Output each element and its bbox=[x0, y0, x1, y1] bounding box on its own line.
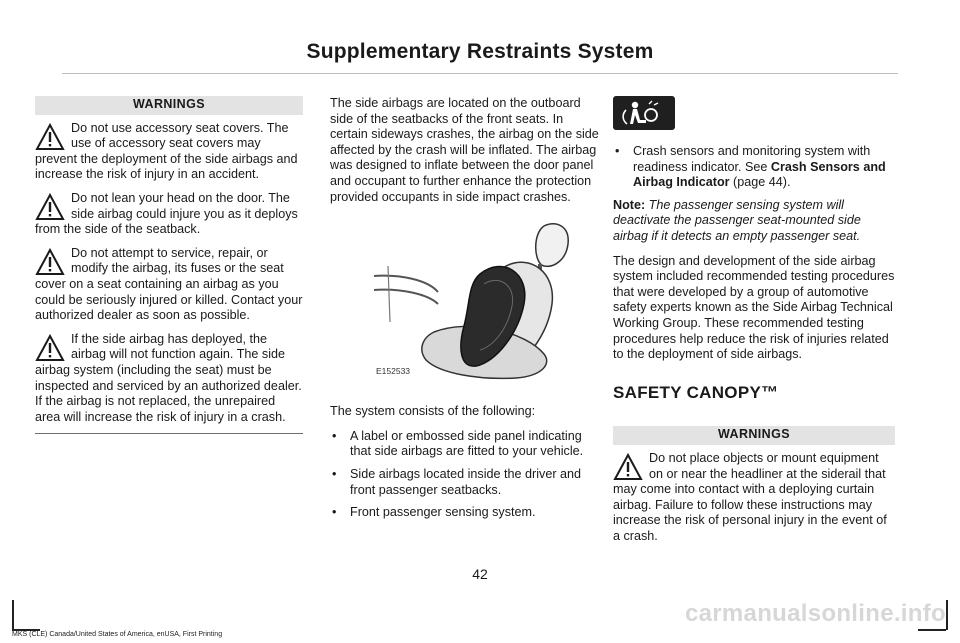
watermark: carmanualsonline.info bbox=[684, 600, 946, 627]
list-item-text: A label or embossed side panel indicating that side airbags are fitted to your vehicle. bbox=[350, 428, 584, 459]
crash-sensors-reference-link[interactable]: Crash Sensors and Airbag Indicator bbox=[633, 159, 886, 190]
page-title: Supplementary Restraints System bbox=[306, 40, 654, 63]
warnings-column bbox=[35, 96, 303, 434]
bullet-mark: • bbox=[332, 428, 337, 443]
list-item bbox=[330, 467, 602, 498]
bullet-mark: • bbox=[332, 466, 337, 481]
sensors-column bbox=[613, 96, 895, 552]
crash-sensors-page-ref: (page 44). bbox=[729, 175, 791, 190]
warning-item bbox=[35, 191, 303, 238]
list-item-text: Side airbags located inside the driver and front passenger seatbacks. bbox=[350, 466, 582, 497]
list-item bbox=[330, 429, 602, 460]
crash-sensors-text: Crash sensors and monitoring system with readiness indicator. See bbox=[633, 144, 871, 174]
bullet-mark: • bbox=[332, 505, 337, 520]
warning-text: Do not place objects or mount equipment on or near the headliner at the siderail that may come into contact with a deploying curtain airbag. Failure to follow these instructions may increase the risk of personal injury in the event of a crash. bbox=[613, 450, 887, 543]
seat-airbag-image bbox=[330, 214, 602, 384]
safety-canopy-heading: SAFETY CANOPY™ bbox=[613, 382, 779, 402]
list-item-text: Front passenger sensing system. bbox=[350, 505, 536, 520]
list-item bbox=[330, 505, 602, 521]
crash-sensors-list bbox=[613, 144, 895, 191]
warnings-heading: WARNINGS bbox=[613, 426, 895, 445]
page-number: 42 bbox=[472, 566, 488, 582]
warning-item bbox=[35, 332, 303, 426]
crop-mark bbox=[946, 600, 948, 630]
warning-item bbox=[35, 121, 303, 183]
warning-triangle-icon bbox=[35, 123, 65, 151]
figure-code: E152533 bbox=[376, 366, 411, 377]
header-divider bbox=[62, 73, 898, 74]
airbag-indicator-icon bbox=[613, 96, 675, 130]
system-consists-text: The system consists of the following: bbox=[330, 404, 536, 419]
warning-text: Do not lean your head on the door. The side airbag could injure you as it deploys from the side of the seatback. bbox=[35, 190, 298, 237]
footer-text: MKS (CLE) Canada/United States of America, enUSA, First Printing bbox=[12, 631, 223, 638]
design-paragraph: The design and development of the side airbag system included recommended testing procedures that were developed by a group of automotive safety experts known as the Side Airbag Technical Working Group. These recommended testing procedures help reduce the risk of injuries related to the deployment of side airbags. bbox=[613, 253, 895, 362]
warning-text: Do not use accessory seat covers. The use of accessory seat covers may prevent the deployment of the side airbags and increase the risk of injury in an accident. bbox=[35, 120, 298, 182]
warning-text: If the side airbag has deployed, the airbag will not function again. The side airbag system (including the seat) must be inspected and serviced by an authorized dealer. If the airbag is not replaced, the unrepaired area will increase the risk of injury in a crash. bbox=[35, 331, 302, 424]
note-paragraph bbox=[613, 198, 895, 245]
note-text: The passenger sensing system will deactivate the passenger seat-mounted side airbag if it detects an empty passenger seat. bbox=[613, 197, 861, 243]
list-item bbox=[613, 144, 895, 191]
warning-text: Do not attempt to service, repair, or modify the airbag, its fuses or the seat cover on a seat containing an airbag as you could be seriously injured or killed. Contact your authorized dealer as soon as possible. bbox=[35, 245, 303, 323]
note-label: Note: bbox=[613, 197, 646, 212]
warning-item bbox=[35, 246, 303, 324]
warnings-heading: WARNINGS bbox=[35, 96, 303, 115]
warning-triangle-icon bbox=[35, 248, 65, 276]
crop-mark bbox=[918, 629, 946, 631]
crop-mark bbox=[12, 629, 40, 631]
crop-mark bbox=[12, 600, 14, 630]
system-components-list bbox=[330, 429, 602, 521]
warning-item bbox=[613, 451, 895, 545]
bullet-mark: • bbox=[615, 144, 620, 158]
side-airbag-intro: The side airbags are located on the outboard side of the seatbacks of the front seats. In certain sideways crashes, the airbag on the side affected by the crash will be inflated. The airbag was designed to inflate between the door panel and occupant to further enhance the protection provided occupants in side impact crashes. bbox=[330, 96, 599, 204]
warning-triangle-icon bbox=[35, 193, 65, 221]
warning-triangle-icon bbox=[613, 453, 643, 481]
warning-triangle-icon bbox=[35, 334, 65, 362]
side-airbag-column bbox=[330, 96, 602, 528]
side-airbag-illustration bbox=[330, 214, 602, 394]
warnings-end-divider bbox=[35, 433, 303, 434]
